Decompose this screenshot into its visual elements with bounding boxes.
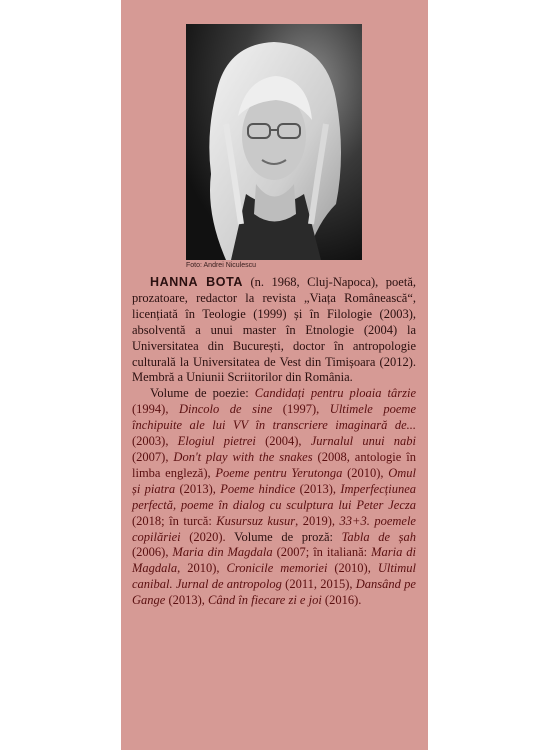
- book-details: (1997),: [272, 402, 330, 417]
- book-title: Ultimul canibal. Jurnal de antropolog: [132, 561, 417, 592]
- book-flap: [121, 0, 428, 750]
- book-details: (2013),: [295, 481, 341, 496]
- photo-credit: Foto: Andrei Niculescu: [186, 262, 257, 269]
- book-title: Când în fiecare zi e joi: [208, 593, 322, 608]
- book-title: 33+3. poemele copilăriei: [132, 513, 416, 544]
- book-title: Candidați pentru ploaia târzie: [254, 386, 416, 401]
- book-title: Omul și piatra: [132, 465, 417, 496]
- book-details: (2013),: [165, 593, 209, 608]
- book-title: Maria di Magdala: [132, 545, 416, 576]
- bio-intro: (n. 1968, Cluj-Napoca), poetă, prozatoare, redactor la revista „Viața Românească“, licențiată în Teologie (1999) și în Filologie (2003), absolventă a unui master în Etnologie (2004) la Universitatea din București, doctor în antropologie culturală la Universitatea de Vest din Timișoara (2012). Membră a Uniunii Scriitorilor din România.: [132, 275, 416, 385]
- book-title: Imperfecțiunea perfectă, poeme în dialog cu sculptura lui Peter Jecza: [132, 481, 417, 512]
- book-details: (2010),: [327, 561, 378, 576]
- book-details: (2010),: [342, 465, 389, 480]
- book-details: (2018; în turcă:: [132, 513, 217, 528]
- book-title: Cronicile memoriei: [226, 561, 328, 576]
- book-details: (2007; în italiană:: [272, 545, 372, 560]
- author-portrait-image: [186, 24, 362, 260]
- author-bio: [132, 275, 416, 609]
- book-details: (1994),: [132, 402, 179, 417]
- book-title: Jurnalul unui nabi: [310, 434, 416, 449]
- book-title: Dincolo de sine: [178, 402, 273, 417]
- book-title: Poeme hindice: [220, 481, 296, 496]
- poetry-label: Volume de poezie:: [150, 386, 255, 401]
- bio-paragraph: [132, 275, 416, 386]
- book-title: Tabla de șah: [341, 529, 416, 544]
- book-title: Poeme pentru Yerutonga: [215, 465, 343, 480]
- book-title: Elogiul pietrei: [177, 434, 256, 449]
- book-details: (2016).: [321, 593, 362, 608]
- book-title: Kusursuz kusur: [216, 513, 296, 528]
- book-title: Dansând pe Gange: [132, 577, 416, 608]
- book-details: (2004),: [255, 434, 311, 449]
- book-details: (2020).: [180, 529, 235, 544]
- works-paragraph: [132, 386, 416, 609]
- book-details: (2003),: [132, 434, 178, 449]
- book-details: (2006),: [132, 545, 173, 560]
- book-details: (2011, 2015),: [281, 577, 356, 592]
- prose-label: Volume de proză:: [234, 529, 342, 544]
- author-photo: [186, 24, 362, 260]
- book-title: Ultimele poeme închipuite ale lui VV în transcriere imaginară de...: [132, 402, 416, 433]
- book-title: Maria din Magdala: [172, 545, 273, 560]
- book-title: Don't play with the snakes: [173, 449, 313, 464]
- author-name: HANNA BOTA: [150, 275, 243, 289]
- book-details: (2008, antologie în limba engleză),: [132, 449, 417, 480]
- book-details: (2007),: [132, 449, 174, 464]
- book-details: , 2019),: [295, 513, 340, 528]
- book-details: (2013),: [175, 481, 221, 496]
- book-details: , 2010),: [177, 561, 227, 576]
- poetry-list: [132, 386, 416, 543]
